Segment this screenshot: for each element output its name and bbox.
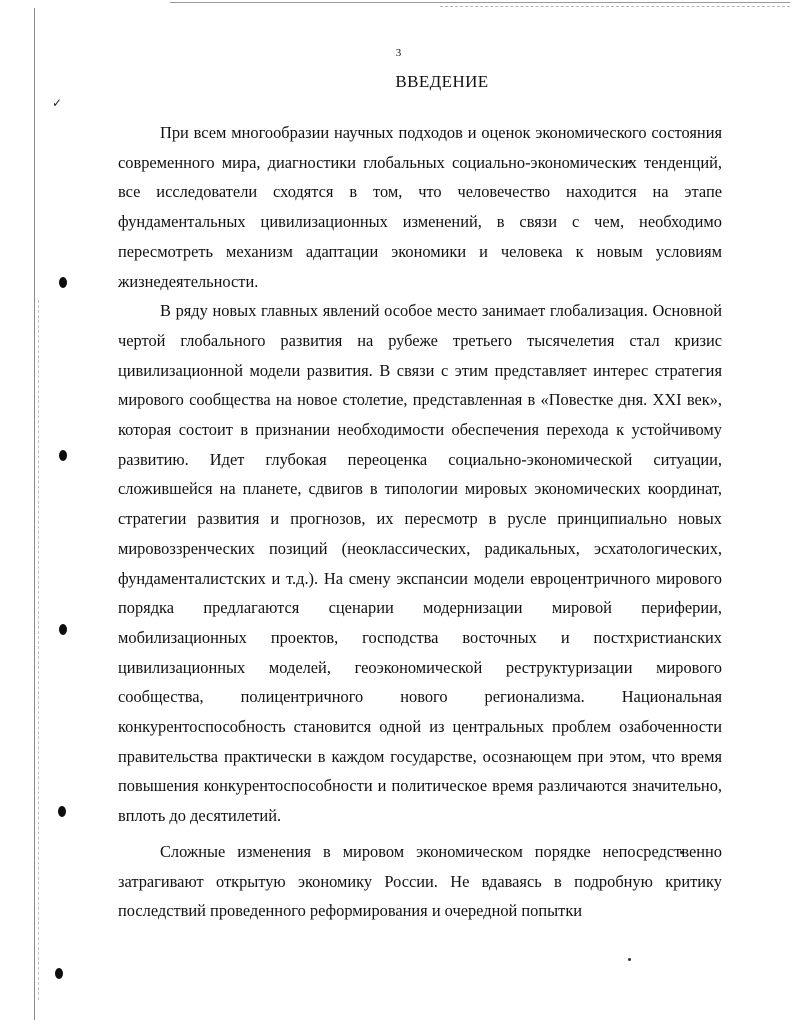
punch-hole-icon (59, 277, 67, 288)
punch-hole-icon (58, 806, 66, 817)
paragraph-2: В ряду новых главных явлений особое место занимает глобализация. Основной чертой глобального развития на рубеже третьего тысячелетия стал кризис цивилизационной модели развития. В связи с этим представляет интерес стратегия мирового сообщества на новое столетие, представленная в «Повестке дня. XXI век», которая состоит в признании необходимости обеспечения перехода к устойчивому развитию. Идет глубокая переоценка социально-экономической ситуации, сложившейся на планете, сдвигов в типологии мировых экономических координат, стратегии развития и прогнозов, их пересмотр в русле принципиально новых мировоззренческих позиций (неоклассических, радикальных, эсхатологических, фундаменталистских и т.д.). На смену экспансии модели евроцентричного мирового порядка предлагаются сценарии модернизации мировой периферии, мобилизационных проектов, господства восточных и постхристианских цивилизационных моделей, геоэкономической реструктуризации мирового сообщества, полицентричного нового регионализма. Национальная конкурентоспособность становится одной из центральных проблем озабоченности правительства практически в каждом государстве, осознающем при этом, что время повышения конкурентоспособности и политическое время различаются значительно, вплоть до десятилетий. (118, 301, 722, 826)
scan-mark-icon: ✓ (52, 96, 63, 110)
document-body (118, 118, 722, 926)
scan-edge-top-dashed (440, 6, 790, 7)
scan-edge-top (170, 2, 790, 3)
punch-hole-icon (55, 968, 63, 979)
paragraph-3: Сложные изменения в мировом экономическом порядке непосредственно затрагивают открытую экономику России. Не вдаваясь в подробную критику последствий проведенного реформирования и очередной попытки (118, 841, 722, 921)
scan-edge-left (34, 8, 35, 1020)
paragraph-1: При всем многообразии научных подходов и оценок экономического состояния современного мира, диагностики глобальных социально-экономических тенденций, все исследователи сходятся в том, что человечество находится на этапе фундаментальных цивилизационных изменений, в связи с чем, необходимо пересмотреть механизм адаптации экономики и человека к новым условиям жизнедеятельности. (118, 123, 722, 291)
page-number: 3 (395, 47, 402, 59)
scan-speck (628, 958, 631, 961)
page-title: ВВЕДЕНИЕ (395, 72, 489, 91)
punch-hole-icon (59, 624, 67, 635)
punch-hole-icon (59, 450, 67, 461)
scan-edge-left-dashed (38, 300, 39, 1000)
